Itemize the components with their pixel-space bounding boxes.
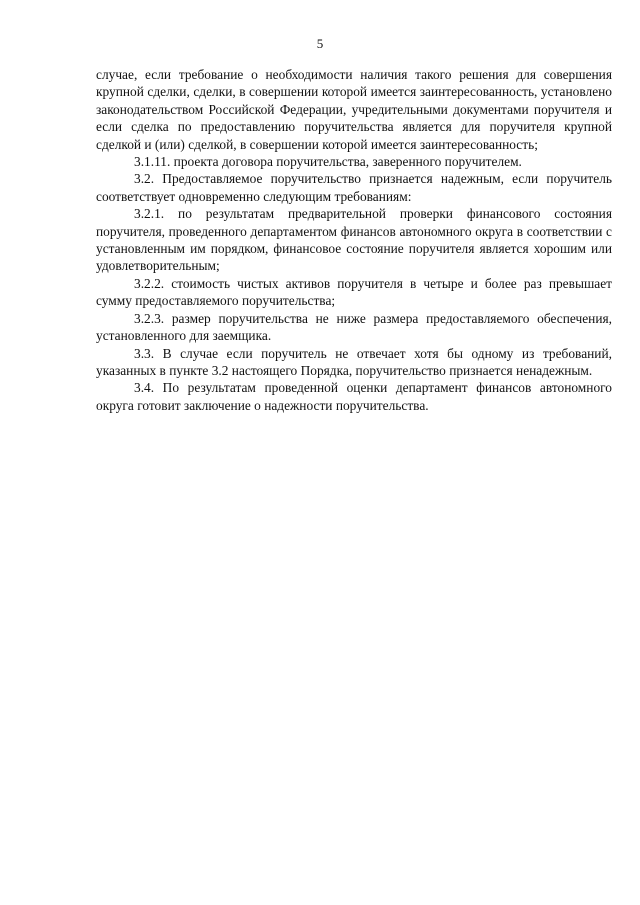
- paragraph-3-2: 3.2. Предоставляемое поручительство признается надежным, если поручитель соответствует одновременно следующим требованиям:: [96, 171, 612, 204]
- page-number: 5: [316, 36, 324, 51]
- paragraph-3-1-11: 3.1.11. проекта договора поручительства, заверенного поручителем.: [134, 154, 522, 170]
- paragraph-3-2-2: 3.2.2. стоимость чистых активов поручителя в четыре и более раз превышает сумму предоставляемого поручительства;: [96, 275, 612, 309]
- paragraph-3-2-3: 3.2.3. размер поручительства не ниже размера предоставляемого обеспечения, установленного для заемщика.: [96, 310, 612, 344]
- paragraph-3-2-1: 3.2.1. по результатам предварительной проверки финансового состояния поручителя, проведенного департаментом финансов автономного округа в соответствии с установленным им порядком, финансовое состояние поручителя является хорошим или удовлетворительным;: [96, 206, 612, 274]
- paragraph-continuation: случае, если требование о необходимости наличия такого решения для совершения крупной сделки, сделки, в совершении которой имеется заинтересованность, установлено законодательством Российской Федерации, учредительными документами поручителя и если сделка по предоставлению поручительства является для поручителя крупной сделкой и (или) сделкой, в совершении которой имеется заинтересованность;: [96, 67, 612, 152]
- paragraph-3-3: 3.3. В случае если поручитель не отвечает хотя бы одному из требований, указанных в пункте 3.2 настоящего Порядка, поручительство признается ненадежным.: [96, 345, 612, 378]
- paragraph-3-4: 3.4. По результатам проведенной оценки департамент финансов автономного округа готовит заключение о надежности поручительства.: [96, 380, 612, 413]
- document-body: [96, 66, 612, 414]
